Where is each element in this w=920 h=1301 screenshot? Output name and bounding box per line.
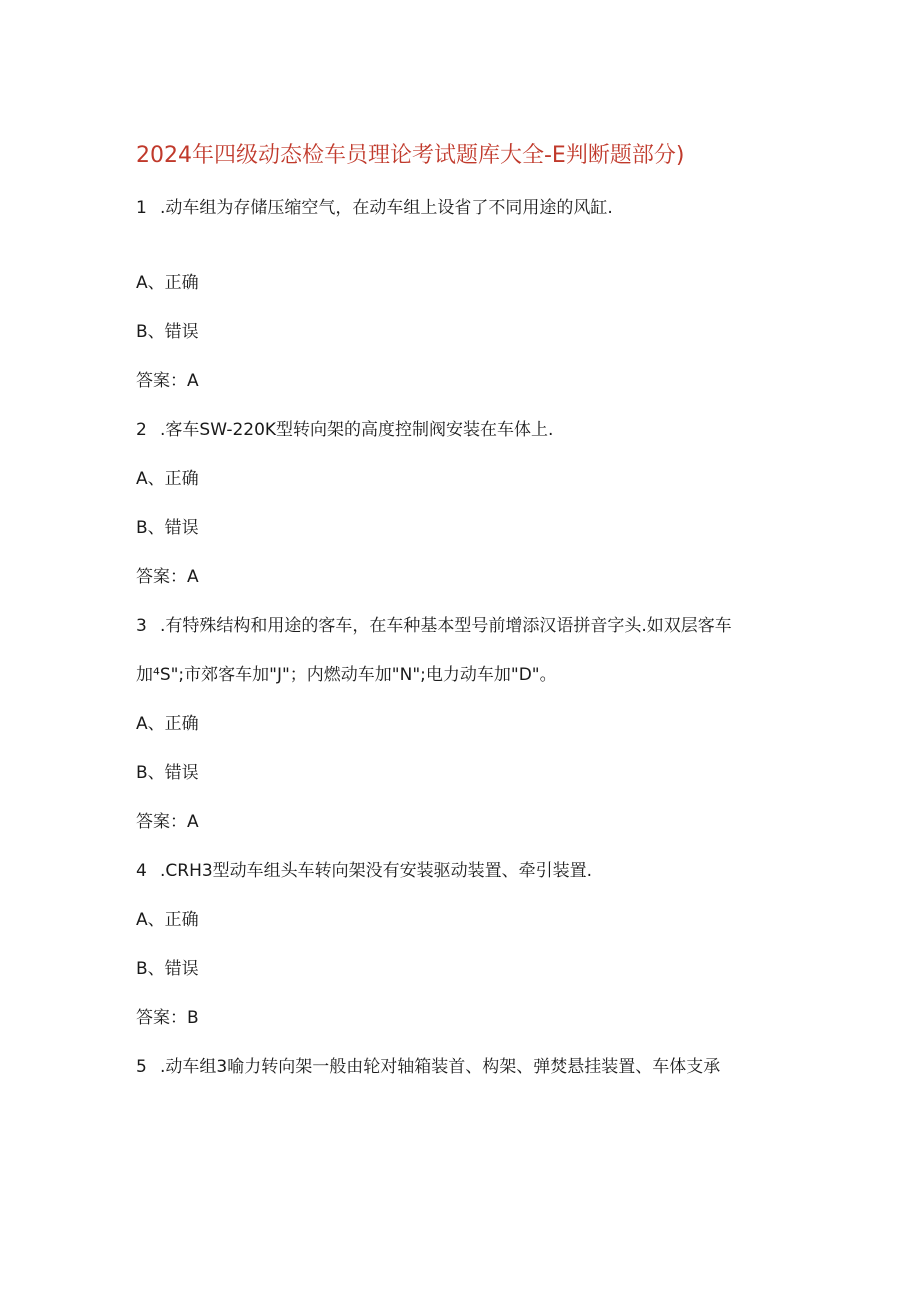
question-text: .动车组3喻力转向架一般由轮对轴箱装首、构架、弹焚悬挂装置、车体支承 <box>160 1057 721 1077</box>
question-number: 5 <box>136 1057 147 1077</box>
question-text: .客车SW-220K型转向架的高度控制阀安装在车体上. <box>160 420 554 440</box>
option-a: A、正确 <box>136 273 199 293</box>
option-b: B、错误 <box>136 959 199 979</box>
question-number: 3 <box>136 616 147 636</box>
question-4 <box>136 859 592 883</box>
option-a: A、正确 <box>136 910 199 930</box>
question-number: 2 <box>136 420 147 440</box>
answer: 答案：A <box>136 371 199 391</box>
option-b: B、错误 <box>136 763 199 783</box>
question-5 <box>136 1055 720 1079</box>
question-1 <box>136 196 613 220</box>
question-2 <box>136 418 553 442</box>
answer: 答案：B <box>136 1008 199 1028</box>
question-number: 1 <box>136 198 147 218</box>
question-text: .有特殊结构和用途的客车，在车种基本型号前增添汉语拼音字头.如双层客车 <box>160 616 732 636</box>
document-title: 2024年四级动态检车员理论考试题库大全-E判断题部分) <box>136 143 685 168</box>
answer: 答案：A <box>136 567 199 587</box>
question-text: .CRH3型动车组头车转向架没有安装驱动装置、牵引装置. <box>160 861 593 881</box>
answer: 答案：A <box>136 812 199 832</box>
question-3 <box>136 614 732 638</box>
question-text: .动车组为存储压缩空气，在动车组上设省了不同用途的风缸. <box>160 198 613 218</box>
option-b: B、错误 <box>136 518 199 538</box>
question-text-continued: 加⁴S";市郊客车加"J"；内燃动车加"N";电力动车加"D"。 <box>136 665 557 685</box>
option-a: A、正确 <box>136 469 199 489</box>
option-a: A、正确 <box>136 714 199 734</box>
option-b: B、错误 <box>136 322 199 342</box>
question-number: 4 <box>136 861 147 881</box>
